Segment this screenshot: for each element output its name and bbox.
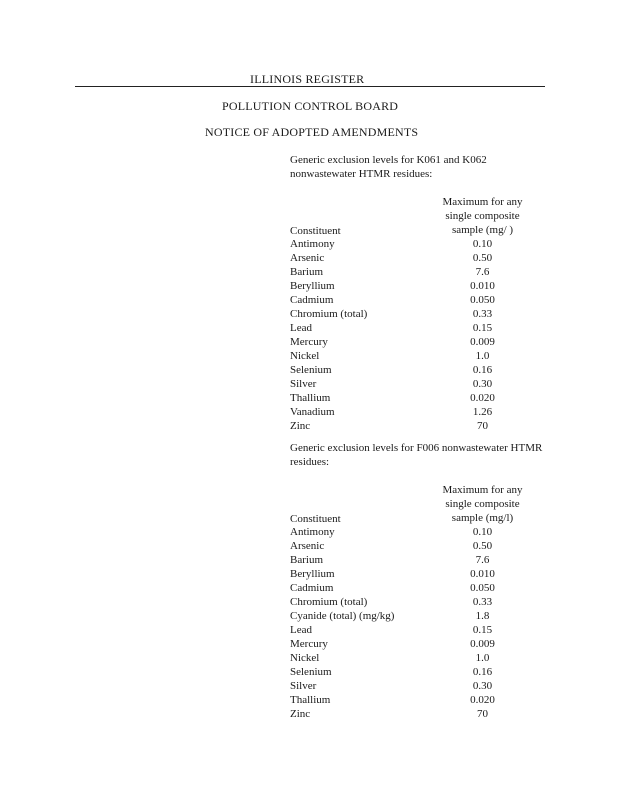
table-row [290,623,535,637]
constituent-name: Mercury [290,336,328,348]
max-value: 1.26 [472,406,493,418]
constituent-name: Mercury [290,638,328,650]
table-header-row [290,195,535,237]
table-row [290,251,535,265]
max-value: 0.050 [470,582,495,594]
table-row [290,377,535,391]
constituent-name: Lead [290,624,312,636]
table-row [290,321,535,335]
max-value: 0.50 [472,540,493,552]
table-row [290,525,535,539]
constituent-name: Thallium [290,694,331,706]
constituent-name: Barium [290,266,323,278]
table-row [290,637,535,651]
constituent-name: Silver [290,680,317,692]
table-row [290,419,535,433]
table-row [290,405,535,419]
max-value: 0.020 [470,392,495,404]
table-row [290,567,535,581]
k061-k062-table [290,195,535,433]
constituent-name: Thallium [290,392,331,404]
constituent-name: Selenium [290,364,332,376]
constituent-name: Lead [290,322,312,334]
table-row [290,307,535,321]
constituent-name: Nickel [290,350,320,362]
notice-title: NOTICE OF ADOPTED AMENDMENTS [205,125,419,139]
table-row [290,693,535,707]
f006-table [290,483,535,721]
maximum-header: Maximum for any single composite sample (mg/l) [442,484,523,524]
max-value: 0.33 [472,308,493,320]
constituent-name: Zinc [290,708,311,720]
max-value: 0.009 [470,336,495,348]
max-value: 0.30 [472,680,493,692]
max-value: 0.50 [472,252,493,264]
max-value: 1.0 [475,652,490,664]
table-row [290,293,535,307]
f006-section [290,441,550,721]
constituent-name: Chromium (total) [290,308,368,320]
constituent-name: Arsenic [290,252,325,264]
max-value: 0.16 [472,364,493,376]
max-value: 7.6 [475,554,490,566]
table-row [290,237,535,251]
constituent-name: Vanadium [290,406,335,418]
constituent-name: Selenium [290,666,332,678]
constituent-name: Barium [290,554,323,566]
table-row [290,651,535,665]
max-value: 1.0 [475,350,490,362]
max-value: 0.020 [470,694,495,706]
table-row [290,279,535,293]
table-row [290,335,535,349]
max-value: 0.10 [472,526,493,538]
max-value: 0.15 [472,624,493,636]
constituent-name: Cyanide (total) (mg/kg) [290,610,395,622]
max-value: 70 [477,420,488,432]
table-header-row [290,483,535,525]
constituent-name: Cadmium [290,582,334,594]
max-value: 0.33 [472,596,493,608]
constituent-name: Silver [290,378,317,390]
table-row [290,539,535,553]
max-value: 1.8 [475,610,490,622]
max-value: 0.30 [472,378,493,390]
table-row [290,553,535,567]
constituent-name: Arsenic [290,540,325,552]
max-value: 0.10 [472,238,493,250]
table-row [290,363,535,377]
max-value: 0.050 [470,294,495,306]
max-value: 70 [477,708,488,720]
max-value: 0.009 [470,638,495,650]
max-value: 0.16 [472,666,493,678]
max-value: 0.15 [472,322,493,334]
constituent-name: Beryllium [290,568,335,580]
k061-k062-table-body [290,237,535,433]
table-row [290,391,535,405]
table-row [290,665,535,679]
maximum-header: Maximum for any single composite sample (mg/ ) [442,196,523,236]
k061-k062-intro: Generic exclusion levels for K061 and K062 nonwastewater HTMR residues: [290,154,487,180]
constituent-header: Constituent [290,513,341,525]
constituent-name: Antimony [290,526,335,538]
constituent-header: Constituent [290,225,341,237]
table-row [290,265,535,279]
table-row [290,581,535,595]
constituent-name: Beryllium [290,280,335,292]
register-title: ILLINOIS REGISTER [250,72,365,86]
constituent-name: Nickel [290,652,320,664]
f006-table-body [290,525,535,721]
table-row [290,707,535,721]
k061-k062-section [290,153,550,433]
table-row [290,609,535,623]
table-row [290,595,535,609]
max-value: 0.010 [470,568,495,580]
constituent-name: Chromium (total) [290,596,368,608]
table-row [290,349,535,363]
constituent-name: Zinc [290,420,311,432]
table-row [290,679,535,693]
board-title: POLLUTION CONTROL BOARD [222,99,399,113]
max-value: 0.010 [470,280,495,292]
constituent-name: Antimony [290,238,335,250]
max-value: 7.6 [475,266,490,278]
f006-intro: Generic exclusion levels for F006 nonwastewater HTMR residues: [290,442,543,468]
constituent-name: Cadmium [290,294,334,306]
